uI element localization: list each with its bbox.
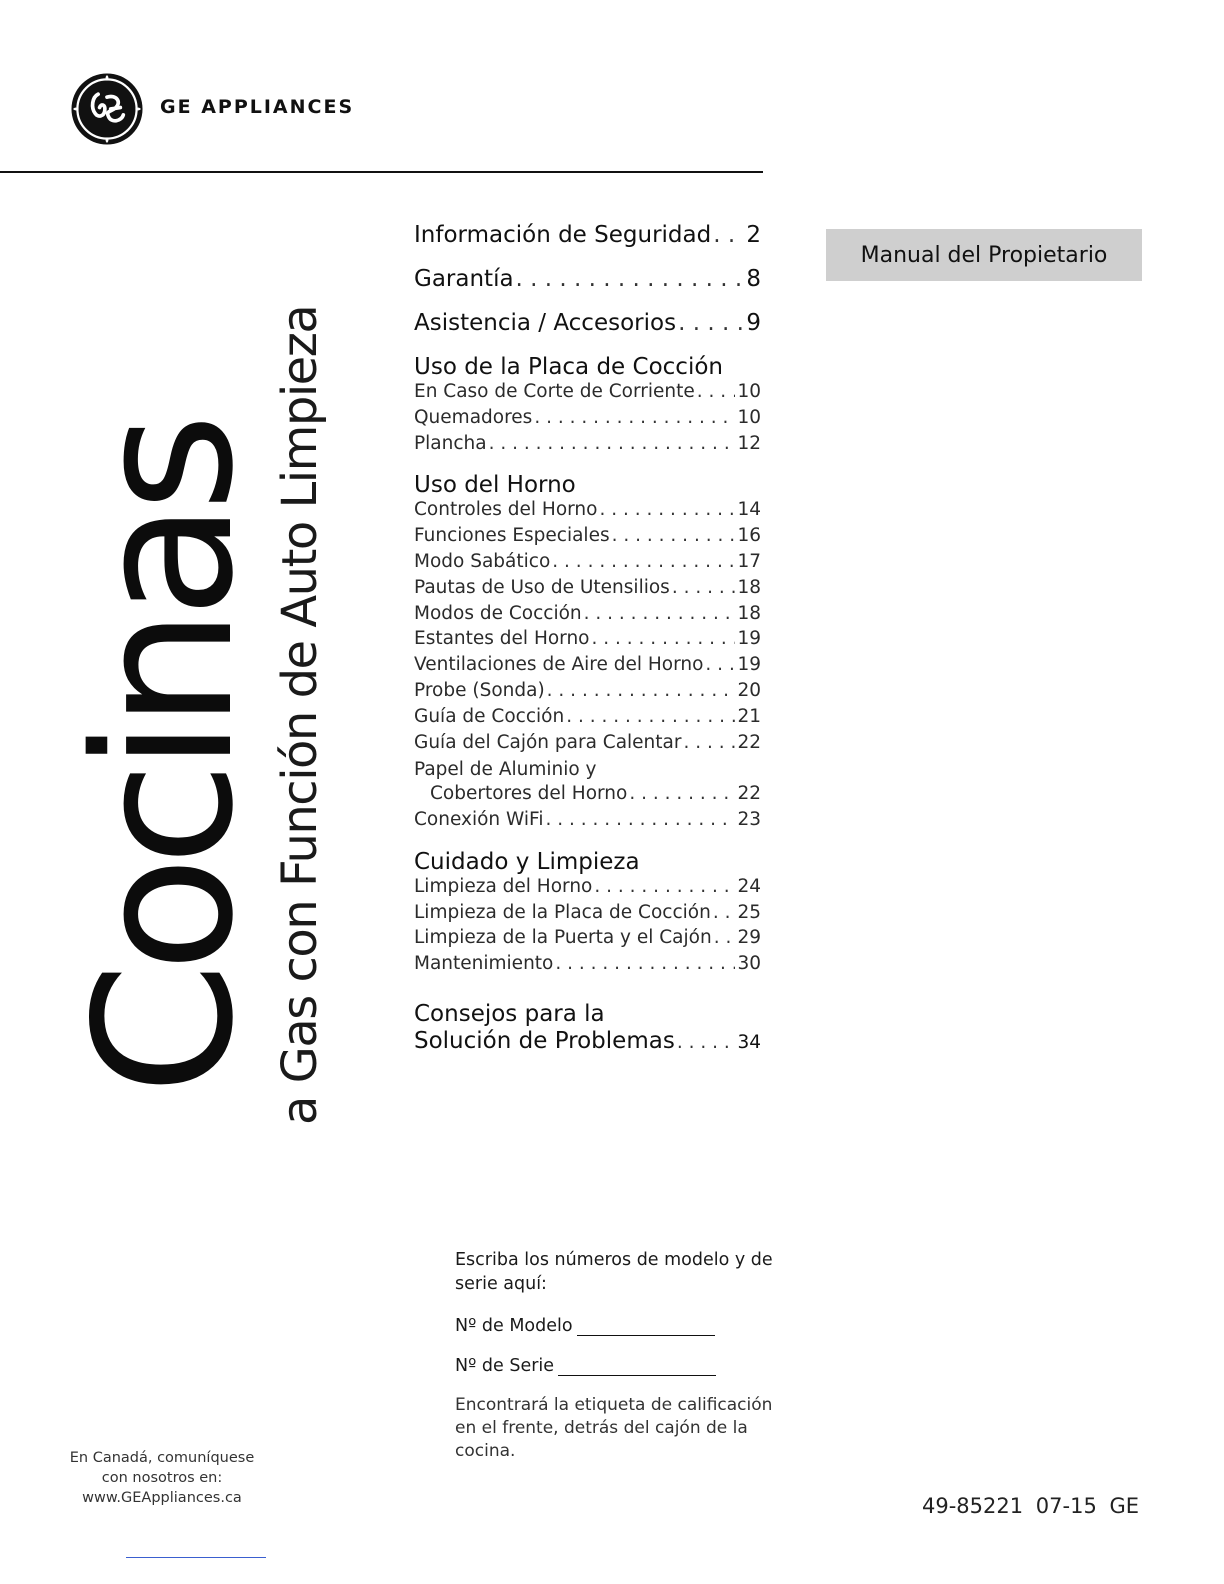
toc-entry[interactable]: Plancha . . . 12	[414, 433, 761, 459]
toc-entry[interactable]: Limpieza de la Puerta y el Cajón . . . 29	[414, 927, 761, 953]
toc-entry[interactable]: Quemadores . . . 10	[414, 407, 761, 433]
serial-number-field[interactable]	[455, 1356, 775, 1376]
toc-entry[interactable]: Guía de Cocción . . . 21	[414, 706, 761, 732]
toc-entry-aluminio-line1: Papel de Aluminio y	[414, 759, 597, 781]
model-serial-record	[455, 1248, 775, 1463]
toc-entry[interactable]: Guía del Cajón para Calentar . . . 22	[414, 732, 761, 758]
table-of-contents	[414, 222, 761, 1058]
toc-entry[interactable]: Controles del Horno . . . 14	[414, 499, 761, 525]
serial-number-label: Nº de Serie	[455, 1356, 555, 1376]
footer-accent-line	[126, 1557, 266, 1558]
toc-section-cuidado: Cuidado y Limpieza	[414, 848, 640, 875]
toc-section-consejos: Consejos para la	[414, 1000, 605, 1027]
model-number-label: Nº de Modelo	[455, 1316, 573, 1336]
toc-entry[interactable]: Funciones Especiales . . . 16	[414, 525, 761, 551]
toc-entry[interactable]: Modos de Cocción . . . 18	[414, 603, 761, 629]
header-divider	[0, 171, 763, 173]
record-intro: Escriba los números de modelo y de serie aquí:	[455, 1250, 773, 1294]
toc-section-placa: Uso de la Placa de Cocción	[414, 354, 723, 380]
canada-website-link[interactable]: www.GEAppliances.ca	[82, 1490, 242, 1506]
toc-entry-wifi[interactable]: Conexión WiFi . . . 23	[414, 809, 761, 835]
toc-entry-garantia[interactable]: Garantía . . . 8	[414, 266, 761, 296]
cover-title: Cocinas	[54, 422, 275, 1095]
cover-subtitle: a Gas con Función de Auto Limpieza	[272, 305, 328, 1125]
owners-manual-badge: Manual del Propietario	[826, 229, 1142, 281]
toc-entry[interactable]: Modo Sabático . . . 17	[414, 551, 761, 577]
toc-entry[interactable]: Limpieza del Horno . . . 24	[414, 876, 761, 902]
toc-entry[interactable]: Probe (Sonda) . . . 20	[414, 680, 761, 706]
toc-entry[interactable]: En Caso de Corte de Corriente . . . 10	[414, 381, 761, 407]
serial-number-line[interactable]	[558, 1361, 716, 1376]
toc-entry-asistencia[interactable]: Asistencia / Accesorios . . . 9	[414, 310, 761, 340]
toc-section-horno: Uso del Horno	[414, 472, 576, 499]
document-number: 49-85221 07-15 GE	[922, 1494, 1140, 1518]
brand-name: GE APPLIANCES	[160, 96, 355, 118]
toc-entry[interactable]: Estantes del Horno . . . 19	[414, 628, 761, 654]
rating-label-note: Encontrará la etiqueta de calificación en el frente, detrás del cajón de la cocina.	[455, 1395, 773, 1461]
model-number-line[interactable]	[577, 1321, 715, 1336]
toc-entry[interactable]: Ventilaciones de Aire del Horno . . . 19	[414, 654, 761, 680]
model-number-field[interactable]	[455, 1316, 775, 1336]
canada-contact: En Canadá, comuníquese con nosotros en: www.GEAppliances.ca	[62, 1448, 262, 1508]
toc-entry[interactable]: Mantenimiento . . . 30	[414, 953, 761, 979]
toc-entry-seguridad[interactable]: Información de Seguridad . . . 2	[414, 222, 761, 252]
toc-entry-aluminio[interactable]: Cobertores del Horno . . . 22	[414, 783, 761, 809]
toc-entry[interactable]: Limpieza de la Placa de Cocción . . . 25	[414, 902, 761, 928]
ge-logo-icon	[70, 72, 144, 146]
toc-entry-consejos[interactable]: Solución de Problemas . . . 34	[414, 1028, 761, 1058]
toc-entry[interactable]: Pautas de Uso de Utensilios . . . 18	[414, 577, 761, 603]
